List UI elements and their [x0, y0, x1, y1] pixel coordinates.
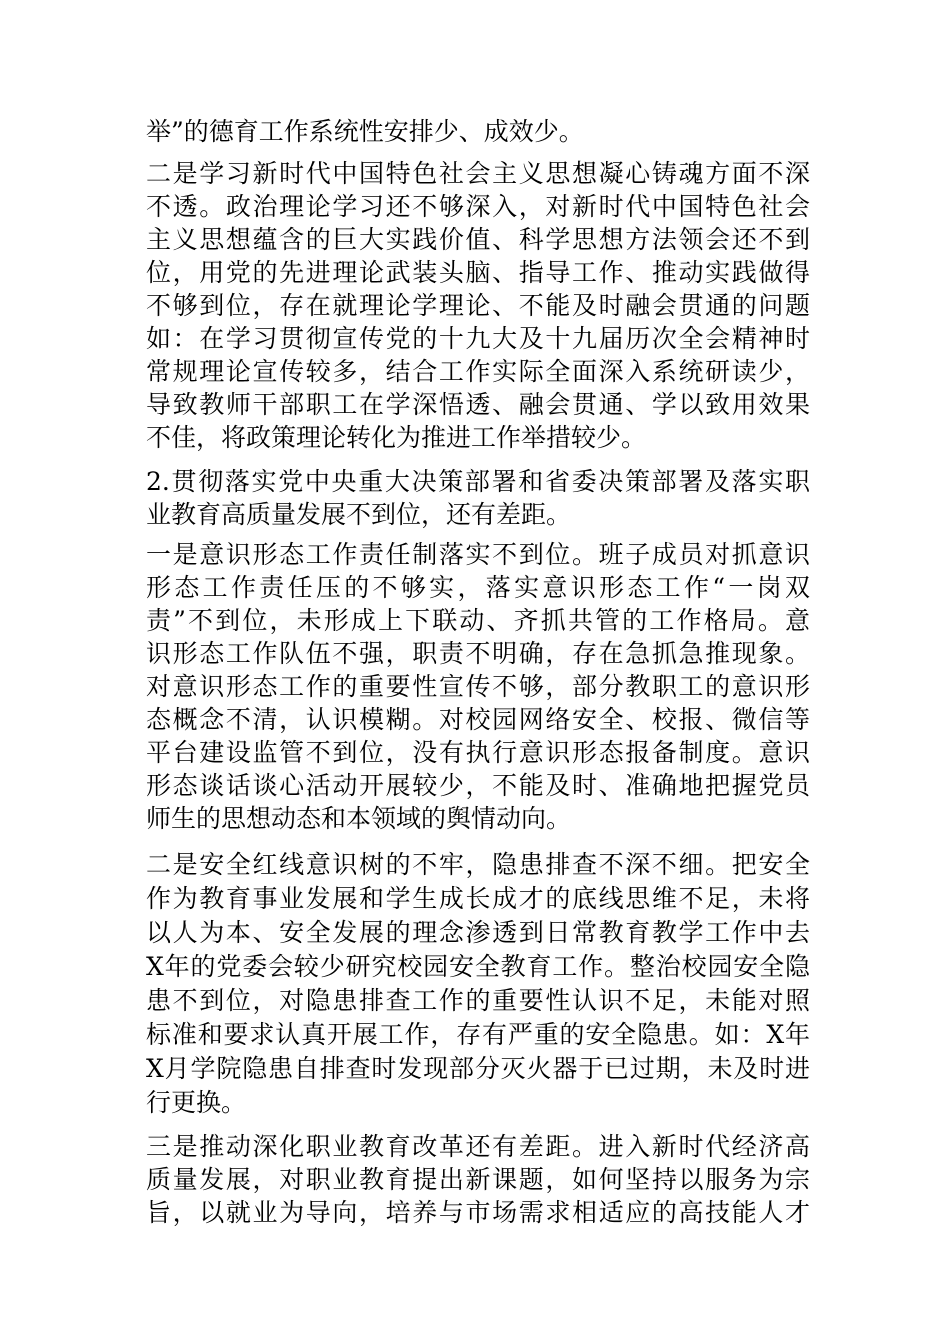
section-heading-line: 业教育高质量发展不到位，还有差距。 [146, 500, 572, 529]
section-heading-line: 2.贯彻落实党中央重大决策部署和省委决策部署及落实职 [146, 467, 810, 496]
text-line: 行更换。 [146, 1088, 247, 1117]
text-line: 作为教育事业发展和学生成长成才的底线思维不足，未将 [146, 884, 810, 913]
text-line: 旨，以就业为导向，培养与市场需求相适应的高技能人才 [146, 1198, 810, 1227]
text-line: 二是安全红线意识树的不牢，隐患排查不深不细。把安全 [146, 850, 810, 879]
text-line: 识形态工作队伍不强，职责不明确，存在急抓急推现象。 [146, 639, 810, 668]
text-line: 三是推动深化职业教育改革还有差距。进入新时代经济高 [146, 1132, 810, 1161]
text-line: 不透。政治理论学习还不够深入，对新时代中国特色社会 [146, 192, 810, 221]
text-line: 不佳，将政策理论转化为推进工作举措较少。 [146, 423, 647, 452]
text-line: 质量发展，对职业教育提出新课题，如何坚持以服务为宗 [146, 1165, 810, 1194]
text-line: 不够到位，存在就理论学理论、不能及时融会贯通的问题 [146, 291, 810, 320]
text-line: 形态工作责任压的不够实，落实意识形态工作“一岗双 [146, 573, 810, 602]
text-line: 责”不到位，未形成上下联动、齐抓共管的工作格局。意 [146, 606, 810, 635]
text-line: 如：在学习贯彻宣传党的十九大及十九届历次全会精神时 [146, 324, 810, 353]
text-line: 位，用党的先进理论武装头脑、指导工作、推动实践做得 [146, 258, 810, 287]
text-line: 主义思想蕴含的巨大实践价值、科学思想方法领会还不到 [146, 225, 810, 254]
text-line: 一是意识形态工作责任制落实不到位。班子成员对抓意识 [146, 540, 810, 569]
text-line: X月学院隐患自排查时发现部分灭火器于已过期，未及时进 [146, 1054, 810, 1083]
text-line: X年的党委会较少研究校园安全教育工作。整治校园安全隐 [146, 952, 810, 981]
text-line: 以人为本、安全发展的理念渗透到日常教育教学工作中去 [146, 918, 810, 947]
text-line: 常规理论宣传较多，结合工作实际全面深入系统研读少， [146, 357, 810, 386]
text-line: 平台建设监管不到位，没有执行意识形态报备制度。意识 [146, 738, 810, 767]
text-line: 二是学习新时代中国特色社会主义思想凝心铸魂方面不深 [146, 159, 810, 188]
text-line: 态概念不清，认识模糊。对校园网络安全、校报、微信等 [146, 705, 810, 734]
text-line: 导致教师干部职工在学深悟透、融会贯通、学以致用效果 [146, 390, 810, 419]
text-line: 形态谈话谈心活动开展较少，不能及时、准确地把握党员 [146, 771, 810, 800]
text-line: 患不到位，对隐患排查工作的重要性认识不足，未能对照 [146, 986, 810, 1015]
text-line: 举”的德育工作系统性安排少、成效少。 [146, 117, 584, 146]
text-line: 师生的思想动态和本领域的舆情动向。 [146, 804, 572, 833]
text-line: 对意识形态工作的重要性宣传不够，部分教职工的意识形 [146, 672, 810, 701]
text-line: 标准和要求认真开展工作，存有严重的安全隐患。如：X年 [146, 1020, 810, 1049]
